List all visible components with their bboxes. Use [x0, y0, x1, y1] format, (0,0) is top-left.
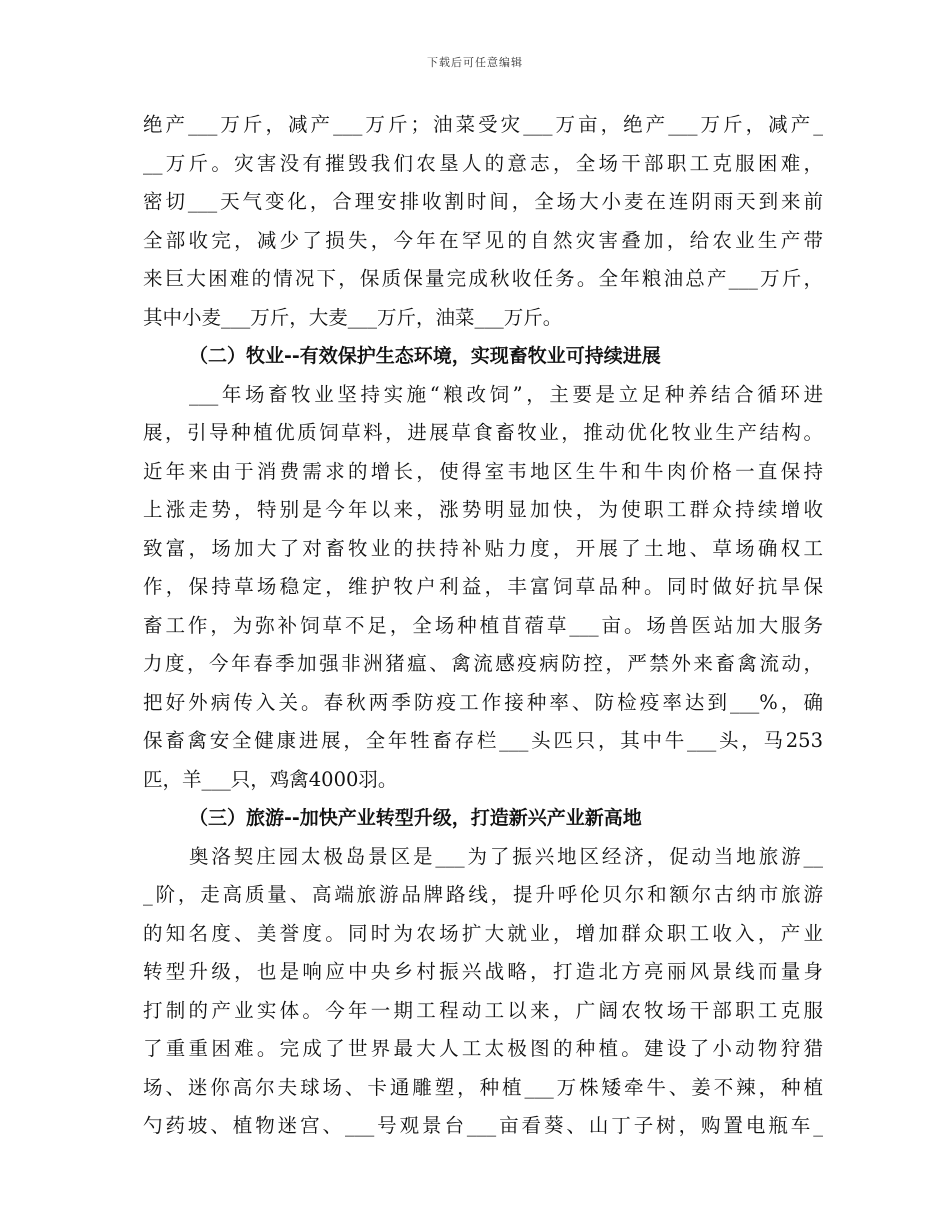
- text-line: _阶，走高质量、高端旅游品牌路线，提升呼伦贝尔和额尔古纳市旅游: [143, 883, 823, 906]
- text-line: 全部收完，减少了损失，今年在罕见的自然灾害叠加，给农业生产带: [143, 228, 823, 252]
- section-heading: （三）旅游--加快产业转型升级，打造新兴产业新高地: [189, 807, 642, 829]
- text-line: 场、迷你高尔夫球场、卡通雕塑，种植___万株矮牵牛、姜不辣，种植: [143, 1075, 823, 1099]
- text-line: 作，保持草场稳定，维护牧户利益，丰富饲草品种。同时做好抗旱保: [143, 575, 823, 598]
- page-header: 下载后可任意编辑: [427, 56, 523, 69]
- text-line: 打制的产业实体。今年一期工程动工以来，广阔农牧场干部职工克服: [143, 998, 823, 1022]
- text-line: 匹，羊___只，鸡禽4000羽。: [143, 767, 398, 791]
- text-line: 了重重困难。完成了世界最大人工太极图的种植。建设了小动物狩猎: [143, 1037, 823, 1060]
- text-line: 力度，今年春季加强非洲猪瘟、禽流感疫病防控，严禁外来畜禽流动，: [143, 652, 823, 675]
- text-line: 绝产___万斤，减产___万斤；油菜受灾___万亩，绝产___万斤，减产_: [143, 113, 823, 136]
- text-line: 近年来由于消费需求的增长，使得室韦地区生牛和牛肉价格一直保持: [143, 459, 823, 483]
- text-line: 勺药坡、植物迷宫、___号观景台___亩看葵、山丁子树，购置电瓶车_: [143, 1114, 823, 1137]
- text-line: 展，引导种植优质饲草料，进展草食畜牧业，推动优化牧业生产结构。: [143, 421, 823, 444]
- text-line: 上涨走势，特别是今年以来，涨势明显加快，为使职工群众持续增收: [143, 498, 823, 521]
- text-line: 密切___天气变化，合理安排收割时间，全场大小麦在连阴雨天到来前: [143, 190, 823, 213]
- text-line: 转型升级，也是响应中央乡村振兴战略，打造北方亮丽风景线而量身: [143, 960, 823, 983]
- text-line: 把好外病传入关。春秋两季防疫工作接种率、防检疫率达到___%，确: [143, 690, 823, 714]
- text-line: ___年场畜牧业坚持实施“粮改饲”，主要是立足种养结合循环进: [189, 382, 823, 406]
- section-heading: （二）牧业--有效保护生态环境，实现畜牧业可持续进展: [189, 345, 661, 367]
- text-line: 的知名度、美誉度。同时为农场扩大就业，增加群众职工收入，产业: [143, 921, 823, 945]
- text-line: __万斤。灾害没有摧毁我们农垦人的意志，全场干部职工克服困难，: [143, 151, 823, 175]
- document-body: [143, 106, 823, 1146]
- text-line: 奥洛契庄园太极岛景区是___为了振兴地区经济，促动当地旅游__: [189, 844, 823, 868]
- text-line: 畜工作，为弥补饲草不足，全场种植苜蓿草___亩。场兽医站加大服务: [143, 613, 823, 637]
- text-line: 保畜禽安全健康进展，全年牲畜存栏___头匹只，其中牛___头，马253: [143, 729, 823, 752]
- text-line: 来巨大困难的情况下，保质保量完成秋收任务。全年粮油总产___万斤，: [143, 267, 823, 290]
- text-line: 其中小麦___万斤，大麦___万斤，油菜___万斤。: [143, 305, 563, 329]
- text-line: 致富，场加大了对畜牧业的扶持补贴力度，开展了土地、草场确权工: [143, 536, 823, 560]
